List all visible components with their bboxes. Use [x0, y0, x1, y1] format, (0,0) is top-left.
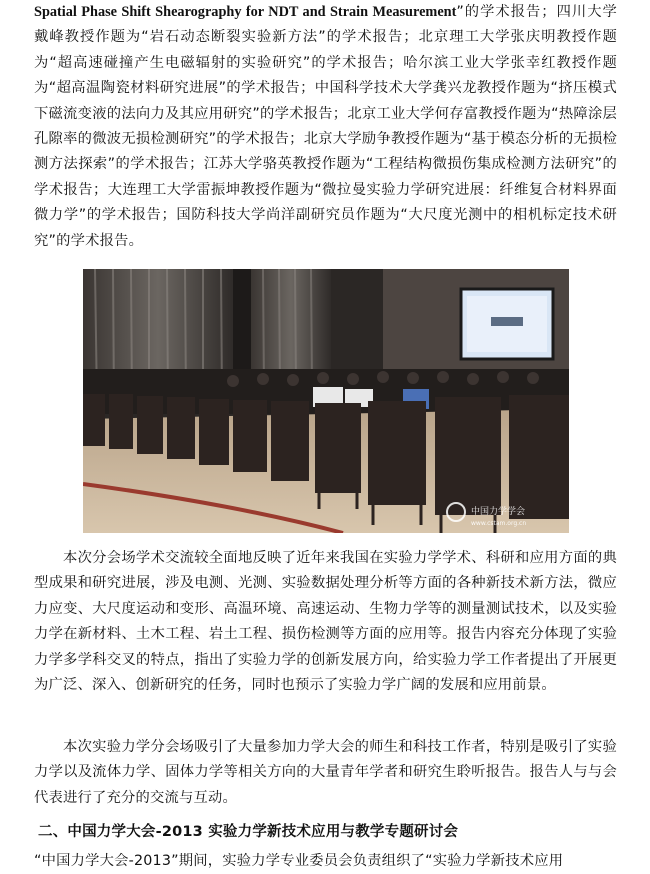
- paragraph-1-text: ”的学术报告；四川大学戴峰教授作题为“岩石动态断裂实验新方法”的学术报告；北京理工大学张庆明教授作题为“超高速碰撞产生电磁辐射的实验研究”的学术报告；哈尔滨工业大学张幸红教授作题为“超高温陶瓷材料研究进展”的学术报告；中国科学技术大学龚兴龙教授作题为“挤压模式下磁流变液的法向力及其应用研究”的学术报告；北京工业大学何存富教授作题为“热障涂层孔隙率的微波无损检测研究”的学术报告；北京大学励争教授作题为“基于模态分析的无损检测方法探索”的学术报告；江苏大学骆英教授作题为“工程结构微损伤集成检测方法研究”的学术报告；大连理工大学雷振坤教授作题为“微拉曼实验力学研究进展：纤维复合材料界面微力学”的学术报告；国防科技大学尚洋副研究员作题为“大尺度光测中的相机标定技术研究”的学术报告。: [34, 4, 618, 249]
- conference-photo: [83, 269, 569, 533]
- body-paragraph-1: [34, 0, 617, 254]
- watermark-url: www.cstam.org.cn: [471, 520, 527, 527]
- english-report-title: Spatial Phase Shift Shearography for NDT and Strain Measurement: [34, 4, 457, 20]
- body-paragraph-4: “中国力学大会-2013”期间，实验力学专业委员会负责组织了“实验力学新技术应用: [34, 853, 564, 869]
- body-paragraph-2: 本次分会场学术交流较全面地反映了近年来我国在实验力学学术、科研和应用方面的典型成果和研究进展，涉及电测、光测、实验数据处理分析等方面的各种新技术新方法，微应力应变、大尺度运动和变形、高温环境、高速运动、生物力学等的测量测试技术，以及实验力学在新材料、土木工程、岩土工程、损伤检测等方面的应用等。报告内容充分体现了实验力学多学科交叉的特点，指出了实验力学的创新发展方向，给实验力学工作者提出了开展更为广泛、深入、创新研究的任务，同时也预示了实验力学广阔的发展和应用前景。: [34, 550, 617, 694]
- body-paragraph-3: 本次实验力学分会场吸引了大量参加力学大会的师生和科技工作者，特别是吸引了实验力学以及流体力学、固体力学等相关方向的大量青年学者和研究生聆听报告。报告人与与会代表进行了充分的交流与互动。: [34, 739, 617, 806]
- lecture-hall-image: [83, 269, 569, 533]
- watermark-text: 中国力学学会: [471, 507, 526, 517]
- section-heading: 二、中国力学大会-2013 实验力学新技术应用与教学专题研讨会: [38, 824, 459, 840]
